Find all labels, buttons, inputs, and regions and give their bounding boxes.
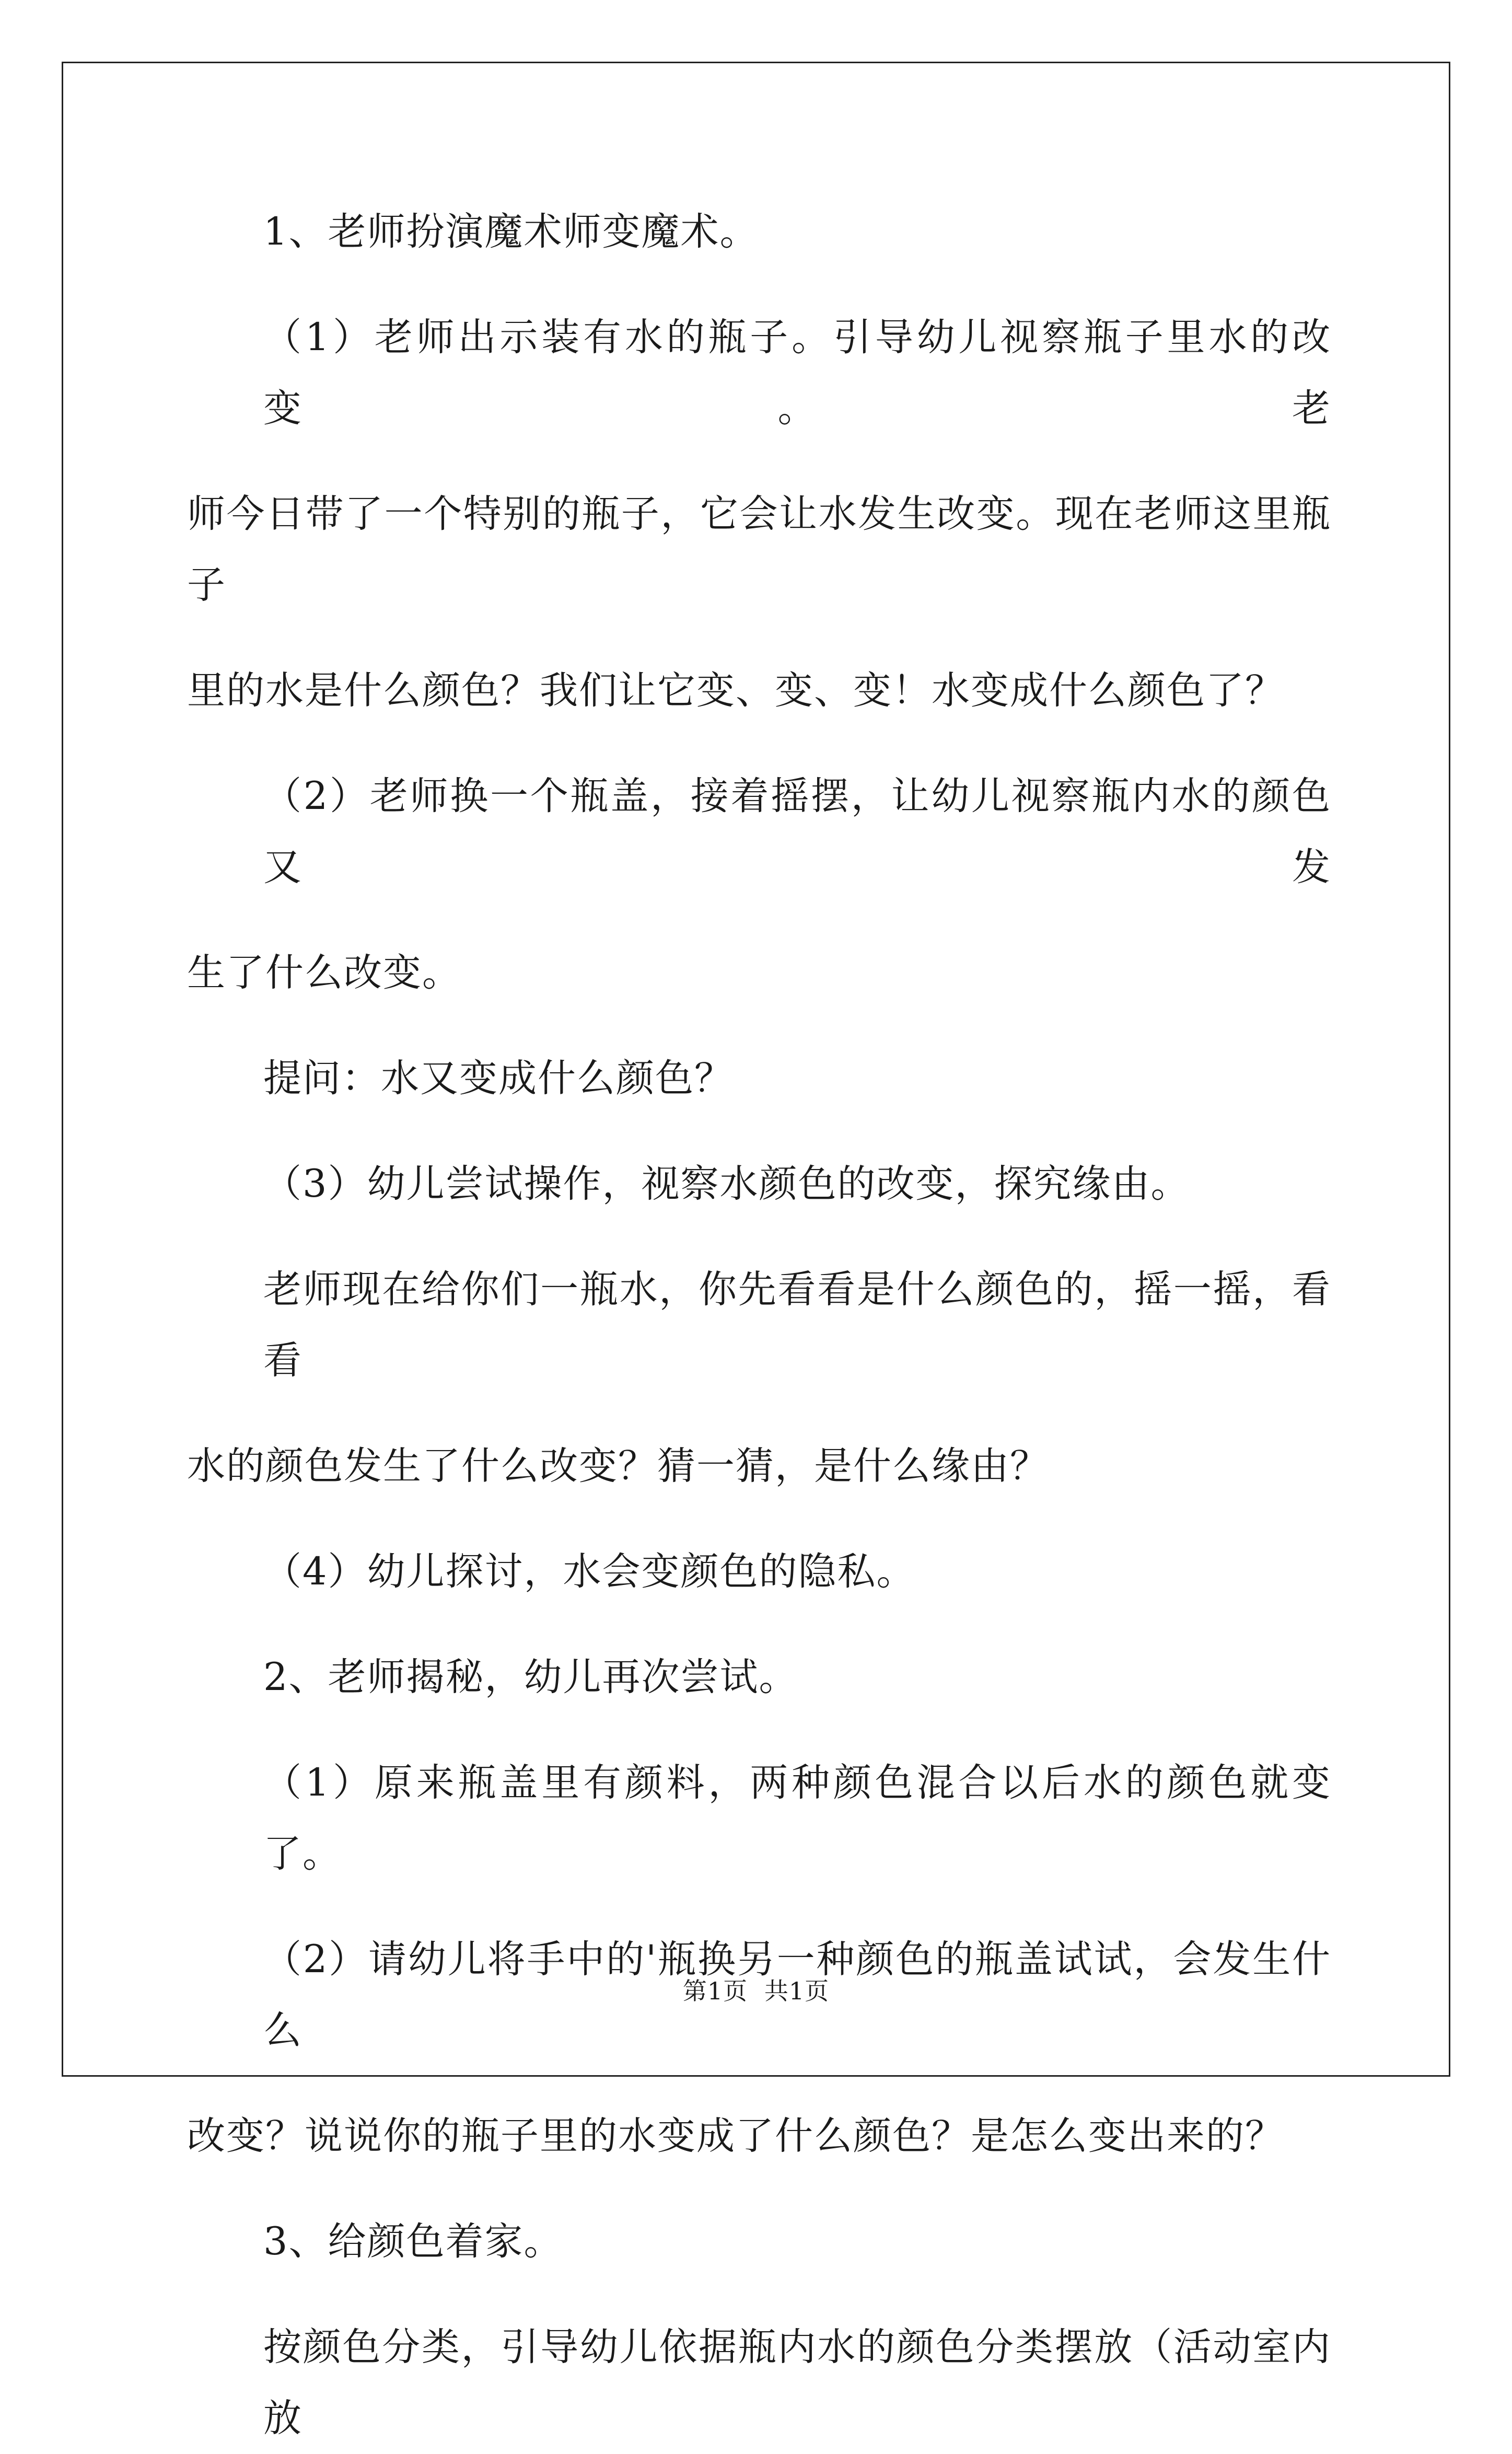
paragraph-step-2-1 [187,1747,1331,1890]
text-line: 水的颜色发生了什么改变？猜一猜，是什么缘由？ [187,1444,1049,1488]
text-line: 生了什么改变。 [187,951,461,995]
text-line: 3、给颜色着家。 [263,2219,563,2264]
text-line: （1）老师出示装有水的瓶子。引导幼儿视察瓶子里水的改变。老 [263,315,1331,431]
text-line: 2、老师揭秘，幼儿再次尝试。 [263,1655,798,1699]
paragraph-step-1-3 [187,1149,1331,1220]
text-line: 老师现在给你们一瓶水，你先看看是什么颜色的，摇一摇，看看 [263,1267,1331,1383]
paragraph-step-1-2 [187,761,1331,1009]
text-line: （1）原来瓶盖里有颜料，两种颜色混合以后水的颜色就变了。 [263,1761,1331,1876]
page-number: 第1页 [682,1977,748,2005]
paragraph-sorting [187,2312,1331,2454]
page-total: 共1页 [764,1977,830,2005]
text-line: （3）幼儿尝试操作，视察水颜色的改变，探究缘由。 [263,1162,1190,1206]
document-body [187,196,1331,2454]
paragraph-step-1-heading [187,196,1331,268]
page-footer [0,1972,1512,2007]
paragraph-step-2-2 [187,1924,1331,2172]
paragraph-teacher-speech [187,1254,1331,1502]
text-line: （2）老师换一个瓶盖，接着摇摆，让幼儿视察瓶内水的颜色又发 [263,774,1331,889]
paragraph-step-1-1 [187,302,1331,726]
paragraph-step-2-heading [187,1642,1331,1713]
text-line: 提问：水又变成什么颜色？ [263,1056,734,1101]
text-line: 里的水是什么颜色？我们让它变、变、变！水变成什么颜色了？ [187,668,1284,713]
text-line: （4）幼儿探讨，水会变颜色的隐私。 [263,1549,916,1594]
paragraph-step-3-heading [187,2206,1331,2277]
text-line: （2）请幼儿将手中的'瓶换另一种颜色的瓶盖试试，会发生什么 [263,1937,1331,2053]
paragraph-question [187,1043,1331,1114]
text-line: 师今日带了一个特别的瓶子，它会让水发生改变。现在老师这里瓶子 [187,492,1331,607]
text-line: 1、老师扮演魔术师变魔术。 [263,210,759,254]
text-line: 改变？说说你的瓶子里的水变成了什么颜色？是怎么变出来的？ [187,2114,1284,2158]
text-line: 按颜色分类，引导幼儿依据瓶内水的颜色分类摆放（活动室内放 [263,2325,1331,2440]
paragraph-step-1-4 [187,1536,1331,1607]
